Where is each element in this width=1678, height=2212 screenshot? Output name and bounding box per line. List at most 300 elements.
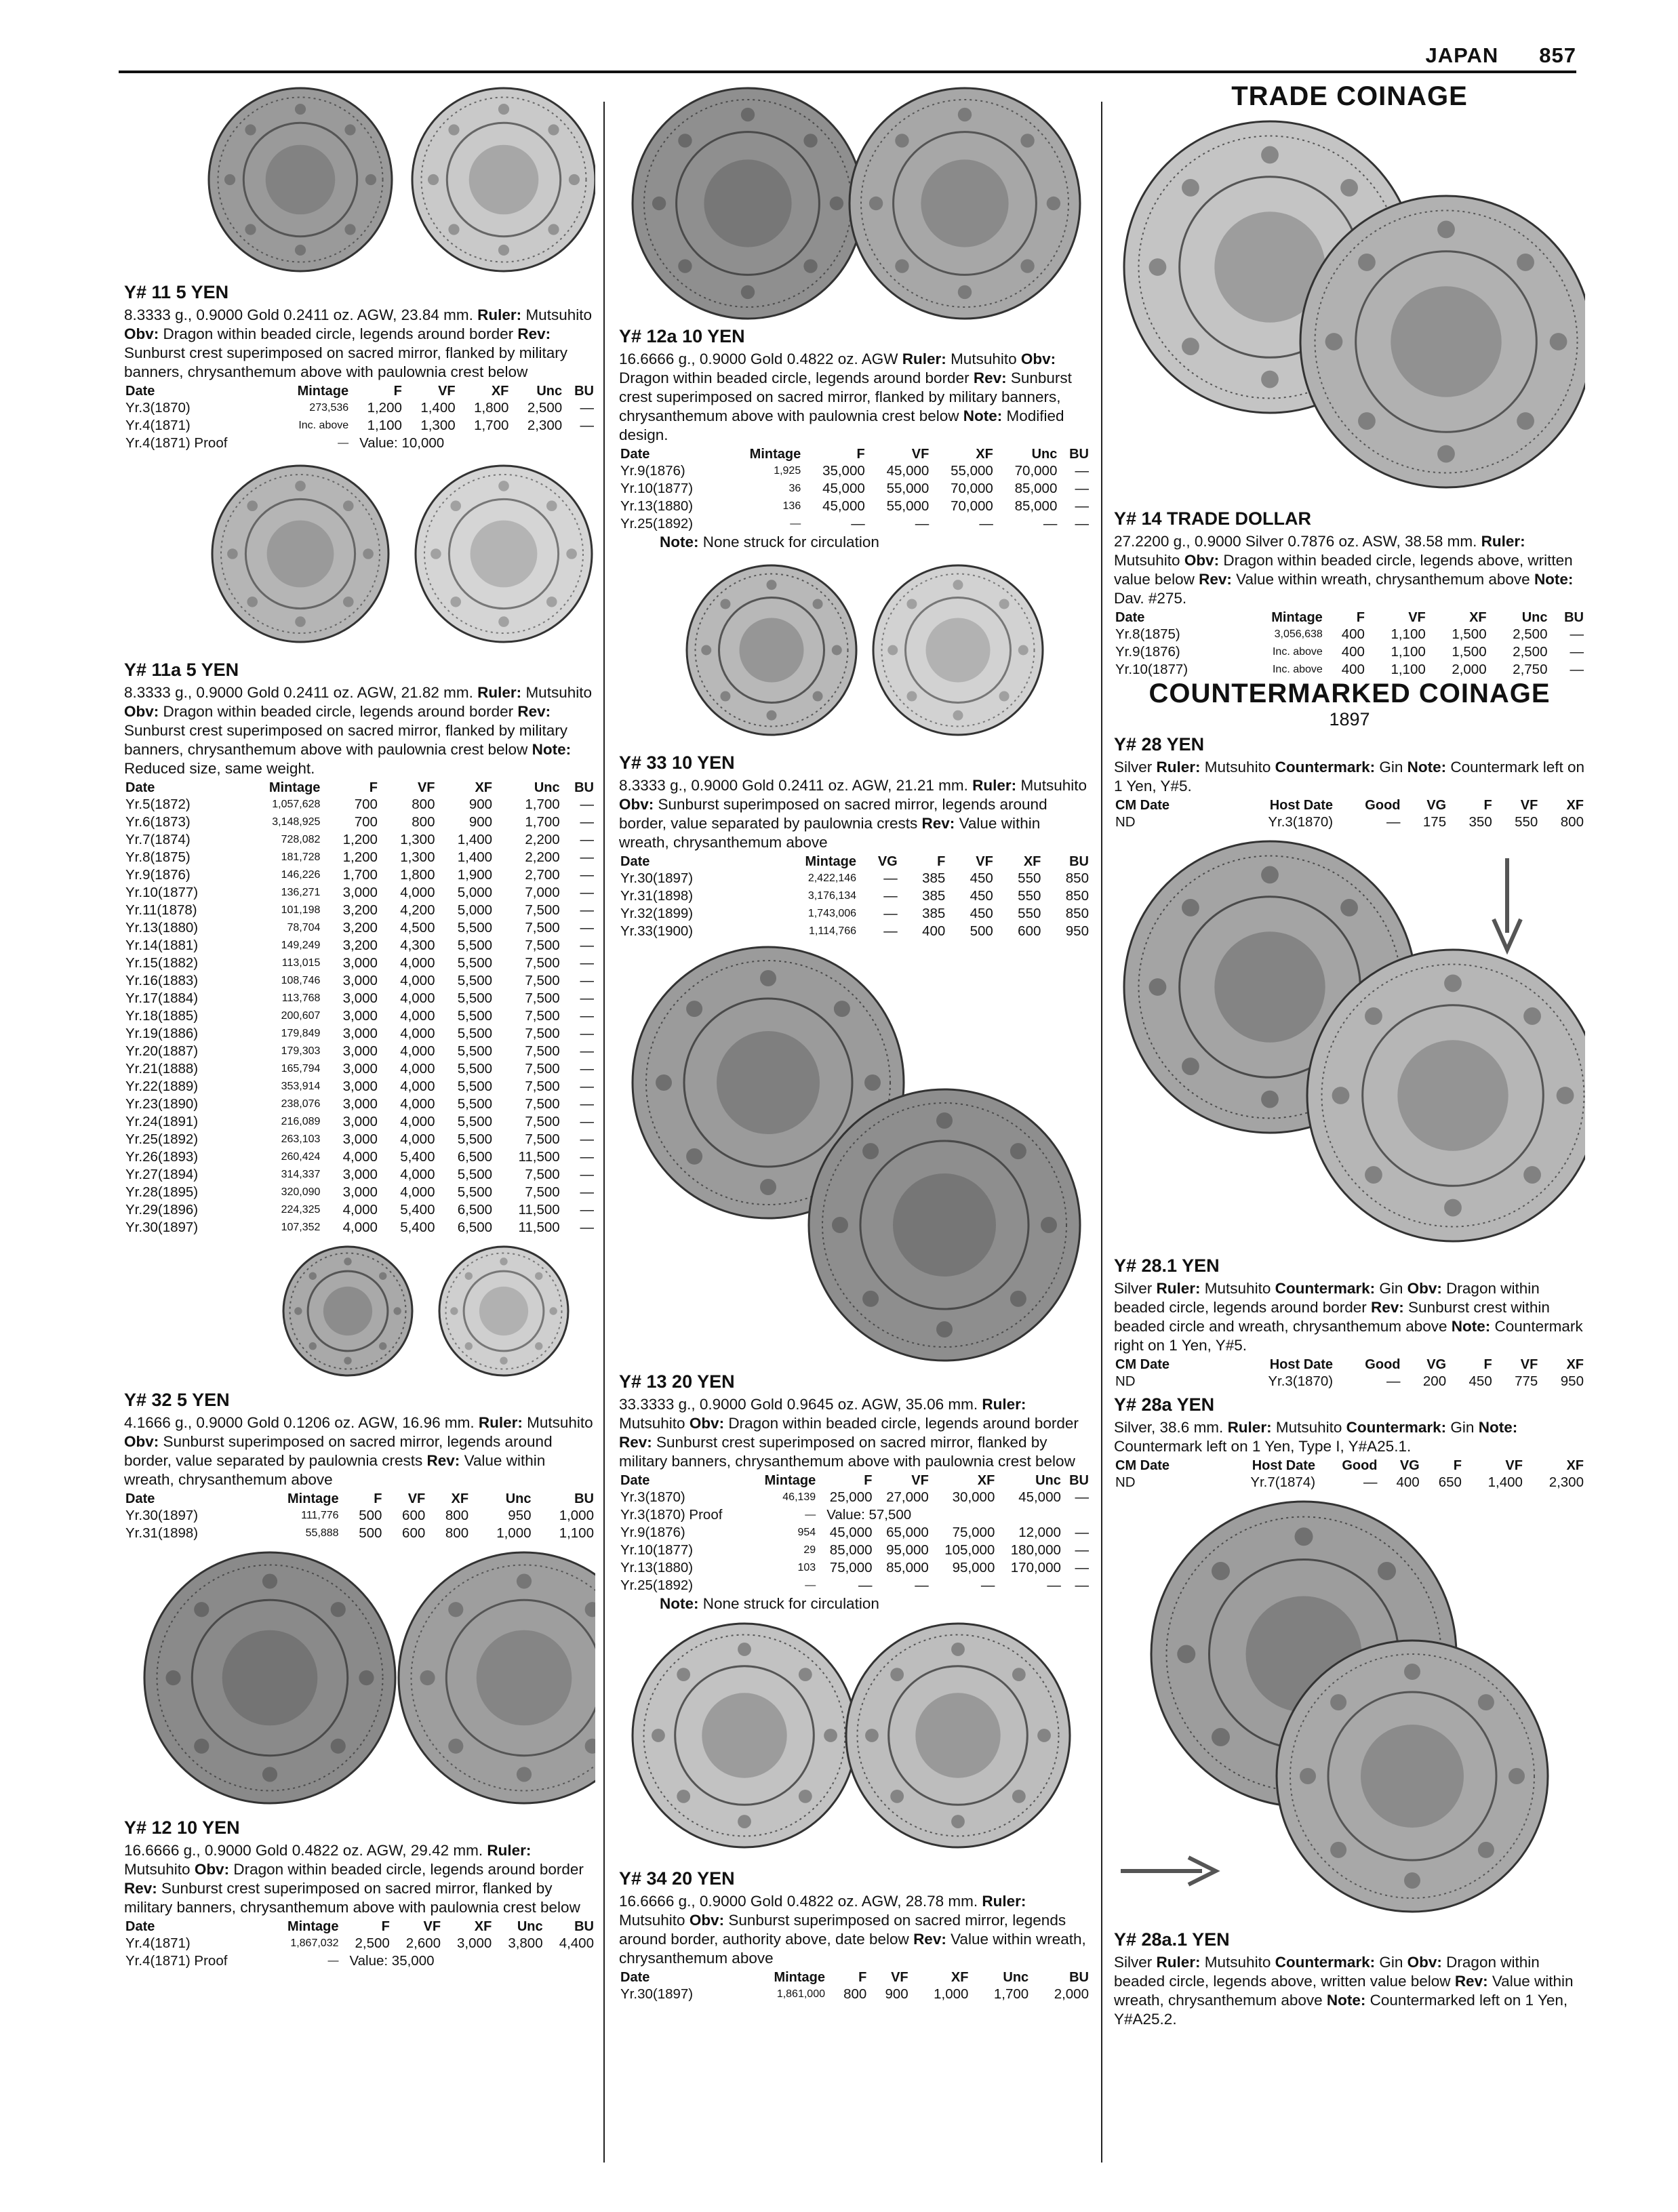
coin-reverse xyxy=(399,1552,595,1803)
table-row xyxy=(619,905,1090,923)
table-cell: 27,000 xyxy=(886,1489,929,1505)
table-cell: 111,776 xyxy=(301,1510,339,1521)
coin-legend-glyph xyxy=(760,1179,776,1195)
table-cell: 775 xyxy=(1515,1373,1538,1389)
table-cell: 1,000 xyxy=(496,1525,532,1541)
table-cell: — xyxy=(915,1577,929,1593)
catalog-entry xyxy=(1114,1255,1585,1390)
table-cell: 179,303 xyxy=(281,1045,321,1057)
table-cell: 11,500 xyxy=(518,1220,560,1235)
section-heading: TRADE COINAGE xyxy=(1231,81,1468,111)
table-cell: 70,000 xyxy=(1014,463,1058,479)
table-cell: Yr.3(1870) xyxy=(1268,814,1334,830)
table-cell: ND xyxy=(1115,1474,1136,1490)
column-header: Unc xyxy=(1521,610,1548,625)
table-cell: 320,090 xyxy=(281,1186,321,1198)
table-cell: 2,422,146 xyxy=(807,872,857,884)
coin-legend-glyph xyxy=(344,124,355,135)
coin-legend-glyph xyxy=(450,1307,458,1314)
table-cell: Yr.31(1898) xyxy=(125,1525,199,1541)
table-cell: 4,000 xyxy=(400,1079,435,1094)
table-cell: — xyxy=(580,1202,594,1218)
table-cell: 136,271 xyxy=(281,887,321,898)
table-header-row xyxy=(124,780,595,796)
catalog-number-title: Y# 28.1 YEN xyxy=(1114,1255,1220,1276)
table-cell: 1,300 xyxy=(400,849,435,865)
catalog-entry xyxy=(1114,1394,1585,1491)
coin-legend-glyph xyxy=(517,1573,532,1588)
coin-legend-glyph xyxy=(428,174,439,185)
table-cell: — xyxy=(1363,1474,1378,1490)
table-cell: Yr.13(1880) xyxy=(125,920,199,936)
column-header: Unc xyxy=(505,1491,532,1506)
coin-legend-glyph xyxy=(344,1258,351,1265)
coin-center-design xyxy=(717,1031,820,1134)
column-header: VF xyxy=(1505,1458,1523,1473)
table-cell: — xyxy=(1047,1577,1061,1593)
column-header: XF xyxy=(1566,1458,1584,1473)
column-header: Date xyxy=(1115,610,1145,625)
column-header: XF xyxy=(1566,798,1584,813)
table-cell: 45,000 xyxy=(822,481,865,496)
table-cell: Yr.14(1881) xyxy=(125,938,199,953)
table-row xyxy=(124,1025,595,1043)
coin-center-design xyxy=(222,1630,318,1726)
coin-legend-glyph xyxy=(1041,1217,1057,1233)
coin-legend-glyph xyxy=(431,548,441,559)
table-header-row xyxy=(1114,1356,1585,1373)
table-row xyxy=(124,1007,595,1025)
coin-legend-glyph xyxy=(343,597,354,607)
table-cell: — xyxy=(1075,481,1089,496)
table-cell: 11,500 xyxy=(518,1149,560,1165)
coin-reverse xyxy=(416,466,592,642)
coin-legend-glyph xyxy=(465,1272,473,1280)
coin-legend-glyph xyxy=(224,174,235,185)
coin-legend-glyph xyxy=(546,500,557,511)
table-row xyxy=(124,1166,595,1184)
coin-legend-glyph xyxy=(295,104,306,115)
column-header: Date xyxy=(620,1473,650,1488)
column-header: VF xyxy=(417,780,435,795)
table-cell: 450 xyxy=(970,888,993,904)
coin-legend-glyph xyxy=(245,124,256,135)
column-header: Host Date xyxy=(1252,1458,1316,1473)
column-header: VF xyxy=(1408,610,1426,625)
column-header: VF xyxy=(407,1491,426,1506)
table-cell: — xyxy=(580,1167,594,1182)
table-row xyxy=(619,480,1090,498)
column-header: Unc xyxy=(534,780,560,795)
table-header-row xyxy=(619,446,1090,462)
table-cell: 7,500 xyxy=(525,1026,560,1041)
coin-photo xyxy=(1114,111,1585,504)
table-cell: 700 xyxy=(354,814,378,830)
section-heading: COUNTERMARKED COINAGE xyxy=(1148,679,1551,708)
coin-legend-glyph xyxy=(890,1790,904,1803)
coin-center-design xyxy=(1214,931,1325,1042)
table-cell: 175 xyxy=(1422,814,1447,830)
coin-legend-glyph xyxy=(1212,1562,1230,1580)
table-cell: 1,700 xyxy=(474,418,509,433)
table-cell: — xyxy=(580,1184,594,1200)
table-row xyxy=(619,923,1090,940)
coin-photo-svg xyxy=(124,1542,595,1813)
coin-legend-glyph xyxy=(862,1291,879,1307)
coin-legend-glyph xyxy=(227,548,238,559)
table-row xyxy=(124,902,595,919)
catalog-number-title: Y# 14 TRADE DOLLAR xyxy=(1114,508,1312,529)
table-cell: 3,000 xyxy=(457,1935,492,1951)
coin-reverse xyxy=(1300,196,1585,487)
coin-legend-glyph xyxy=(309,1342,317,1350)
table-cell: 450 xyxy=(970,870,993,886)
table-cell: Yr.33(1900) xyxy=(620,923,694,939)
table-row xyxy=(619,1506,1090,1524)
coin-photo xyxy=(124,1236,595,1386)
table-cell: 450 xyxy=(970,906,993,921)
table-cell: 149,249 xyxy=(281,940,321,951)
column-header: Unc xyxy=(1035,1473,1061,1488)
table-cell: 7,500 xyxy=(525,1008,560,1024)
table-cell: 3,176,134 xyxy=(807,890,857,902)
table-cell: Yr.27(1894) xyxy=(125,1167,199,1182)
table-cell: 600 xyxy=(1018,923,1041,939)
table-cell: 7,500 xyxy=(525,920,560,936)
table-cell: 5,500 xyxy=(457,1043,493,1059)
table-cell: Yr.8(1875) xyxy=(125,849,191,865)
mintage-table xyxy=(124,1918,595,1970)
table-row xyxy=(124,1043,595,1060)
table-cell: Yr.29(1896) xyxy=(125,1202,199,1218)
table-cell: Yr.19(1886) xyxy=(125,1026,199,1041)
mintage-table xyxy=(1114,1457,1585,1491)
table-row xyxy=(124,849,595,866)
mintage-table xyxy=(1114,797,1585,831)
table-cell: Yr.25(1892) xyxy=(125,1131,199,1147)
table-cell: Yr.28(1895) xyxy=(125,1184,199,1200)
coin-legend-glyph xyxy=(1444,1199,1462,1217)
coin-legend-glyph xyxy=(1330,1842,1346,1858)
coin-legend-glyph xyxy=(1340,179,1358,197)
catalog-entry xyxy=(619,1371,1090,1613)
table-row xyxy=(124,1078,595,1095)
header-rule xyxy=(119,71,1576,73)
table-cell: 1,400 xyxy=(420,400,456,416)
coin-center-design xyxy=(1391,286,1501,397)
table-cell: 75,000 xyxy=(829,1560,873,1575)
column-header: BU xyxy=(1069,1970,1089,1985)
table-cell: — xyxy=(580,1220,594,1235)
column-header: F xyxy=(381,1919,390,1934)
table-cell: 4,000 xyxy=(342,1202,378,1218)
table-cell: Yr.15(1882) xyxy=(125,955,199,971)
coin-legend-glyph xyxy=(247,597,258,607)
table-cell: 180,000 xyxy=(1010,1542,1061,1558)
coin-legend-glyph xyxy=(1261,371,1279,388)
coin-legend-glyph xyxy=(1182,1058,1199,1075)
table-row xyxy=(619,1524,1090,1542)
table-cell: 800 xyxy=(445,1525,469,1541)
table-cell: 238,076 xyxy=(281,1098,321,1110)
table-cell: 4,300 xyxy=(400,938,435,953)
table-header-row xyxy=(619,1472,1090,1489)
coin-legend-glyph xyxy=(1037,1729,1051,1742)
coin-legend-glyph xyxy=(936,1321,953,1338)
table-cell: 3,056,638 xyxy=(1274,628,1323,640)
table-header-row xyxy=(124,1491,595,1507)
table-cell: 1,300 xyxy=(400,832,435,847)
coin-legend-glyph xyxy=(1182,338,1199,355)
table-row xyxy=(124,990,595,1007)
table-cell: 1,100 xyxy=(559,1525,594,1541)
table-cell: — xyxy=(580,797,594,812)
table-cell: Yr.21(1888) xyxy=(125,1061,199,1077)
table-cell: 1,700 xyxy=(993,1986,1029,2002)
coin-photo xyxy=(619,940,1090,1367)
catalog-number-title: Y# 13 20 YEN xyxy=(619,1371,735,1392)
table-cell: 3,000 xyxy=(342,1096,378,1112)
column-header: BU xyxy=(574,384,594,399)
column-header: XF xyxy=(491,384,509,399)
column-left xyxy=(124,81,595,1970)
coin-legend-glyph xyxy=(799,1668,812,1681)
table-cell: Yr.4(1871) Proof xyxy=(125,435,228,451)
table-row xyxy=(124,1184,595,1201)
table-row xyxy=(1114,643,1585,661)
table-cell: 2,200 xyxy=(525,849,560,865)
table-cell: 4,000 xyxy=(342,1149,378,1165)
table-cell: 103 xyxy=(797,1562,816,1573)
table-cell: Yr.26(1893) xyxy=(125,1149,199,1165)
table-cell: 385 xyxy=(922,870,946,886)
table-cell: 2,750 xyxy=(1513,662,1548,677)
table-cell: 400 xyxy=(1341,626,1365,642)
catalog-entry xyxy=(619,326,1090,552)
table-cell: 800 xyxy=(1560,814,1584,830)
coin-reverse xyxy=(846,1624,1070,1847)
coin-legend-glyph xyxy=(686,1001,702,1017)
table-cell: Yr.9(1876) xyxy=(620,463,685,479)
coin-photo-svg xyxy=(1114,831,1585,1251)
table-cell: Yr.3(1870) Proof xyxy=(620,1507,723,1523)
table-cell: 1,200 xyxy=(367,400,402,416)
table-cell: — xyxy=(580,1096,594,1112)
column-header: VF xyxy=(911,1473,929,1488)
table-row xyxy=(124,1060,595,1078)
coin-legend-glyph xyxy=(498,104,509,115)
table-cell: Yr.22(1889) xyxy=(125,1079,199,1094)
table-cell: 385 xyxy=(922,906,946,921)
coin-legend-glyph xyxy=(686,1148,702,1165)
table-cell: 7,500 xyxy=(525,1131,560,1147)
table-cell: 1,800 xyxy=(400,867,435,883)
coin-legend-glyph xyxy=(813,691,823,702)
coin-legend-glyph xyxy=(1295,1527,1313,1546)
coin-legend-glyph xyxy=(245,224,256,235)
table-row xyxy=(1114,661,1585,679)
catalog-number-title: Y# 34 20 YEN xyxy=(619,1868,735,1889)
table-cell: 170,000 xyxy=(1010,1560,1061,1575)
column-header: BU xyxy=(1069,1473,1089,1488)
coin-legend-glyph xyxy=(678,134,692,147)
coin-reverse xyxy=(439,1247,568,1375)
table-cell: 7,500 xyxy=(525,938,560,953)
table-cell: 550 xyxy=(1018,888,1041,904)
column-header: F xyxy=(1356,610,1365,625)
table-cell: Yr.13(1880) xyxy=(620,498,694,514)
coin-legend-glyph xyxy=(824,1729,837,1742)
column-header: Good xyxy=(1342,1458,1378,1473)
column-header: Date xyxy=(125,780,155,795)
table-row xyxy=(619,1489,1090,1506)
table-header-row xyxy=(1114,1457,1585,1474)
table-row xyxy=(124,1952,595,1970)
column-rule-2 xyxy=(1101,102,1102,2163)
table-cell: 5,500 xyxy=(457,1026,493,1041)
table-cell: 5,500 xyxy=(457,1167,493,1182)
coin-legend-glyph xyxy=(450,500,461,511)
table-cell: 4,000 xyxy=(400,1096,435,1112)
table-cell: 450 xyxy=(1469,1373,1492,1389)
coin-legend-glyph xyxy=(498,616,509,627)
coin-legend-glyph xyxy=(767,580,777,590)
coin-legend-glyph xyxy=(1047,197,1060,210)
table-cell: 224,325 xyxy=(281,1204,321,1215)
table-cell: — xyxy=(580,1043,594,1059)
mintage-table xyxy=(619,1969,1090,2003)
coin-reverse xyxy=(1277,1641,1548,1912)
table-cell: Yr.32(1899) xyxy=(620,906,694,921)
coin-legend-glyph xyxy=(652,197,666,210)
table-cell: 850 xyxy=(1065,888,1089,904)
table-cell: 3,200 xyxy=(342,938,378,953)
table-cell: 85,000 xyxy=(829,1542,873,1558)
table-cell: 900 xyxy=(468,814,493,830)
column-header: CM Date xyxy=(1115,798,1170,813)
coin-legend-glyph xyxy=(953,580,963,590)
table-cell: 3,000 xyxy=(342,1079,378,1094)
table-cell: Yr.7(1874) xyxy=(1250,1474,1316,1490)
coin-photo xyxy=(619,1613,1090,1864)
coin-center-design xyxy=(477,1630,572,1726)
table-cell: 1,300 xyxy=(420,418,456,433)
coin-legend-glyph xyxy=(1517,412,1534,430)
table-cell: 1,200 xyxy=(342,832,378,847)
table-row xyxy=(124,1935,595,1952)
coin-legend-glyph xyxy=(832,1217,848,1233)
coin-description: 4.1666 g., 0.9000 Gold 0.1206 oz. AGW, 16.96 mm. Ruler: Mutsuhito Obv: Sunburst superimposed on sacred mirror, legends around border, value separated by paulownia crests Rev: Value within wreath, chrysanthemum above xyxy=(124,1414,593,1488)
table-cell: 146,226 xyxy=(281,869,321,881)
table-row xyxy=(124,1525,595,1542)
column-header: Date xyxy=(620,854,650,869)
column-right xyxy=(1114,81,1585,2029)
coin-photo-svg xyxy=(124,452,595,656)
table-cell: 2,500 xyxy=(355,1935,390,1951)
column-header: XF xyxy=(976,447,993,462)
coin-legend-glyph xyxy=(363,548,374,559)
table-cell: Yr.10(1877) xyxy=(620,1542,694,1558)
coin-legend-glyph xyxy=(906,599,917,609)
coin-legend-glyph xyxy=(701,645,711,656)
table-cell: 4,200 xyxy=(400,902,435,918)
coin-legend-glyph xyxy=(760,970,776,986)
table-row xyxy=(619,498,1090,515)
coin-legend-glyph xyxy=(1378,1562,1396,1580)
table-row xyxy=(124,954,595,972)
column-rule-1 xyxy=(603,102,605,2163)
table-cell: 5,400 xyxy=(400,1220,435,1235)
table-cell: — xyxy=(580,1131,594,1147)
table-header-row xyxy=(124,1918,595,1935)
table-cell: 5,500 xyxy=(457,1131,493,1147)
table-cell: 4,000 xyxy=(400,1131,435,1147)
table-cell: 5,500 xyxy=(457,973,493,988)
table-cell: 55,000 xyxy=(886,481,930,496)
table-row xyxy=(124,1113,595,1131)
coin-legend-glyph xyxy=(309,1272,317,1280)
table-cell: — xyxy=(580,1008,594,1024)
table-cell: 45,000 xyxy=(822,498,865,514)
column-header: Mintage xyxy=(805,854,857,869)
coin-legend-glyph xyxy=(1325,333,1343,350)
table-row xyxy=(124,1507,595,1525)
mintage-table xyxy=(124,1491,595,1542)
coin-legend-glyph xyxy=(1478,1842,1494,1858)
table-cell: 85,000 xyxy=(886,1560,929,1575)
table-cell: 3,200 xyxy=(342,902,378,918)
table-cell: — xyxy=(1386,1373,1401,1389)
table-cell: 1,861,000 xyxy=(776,1988,825,2000)
coin-legend-glyph xyxy=(738,1815,751,1828)
coin-photo xyxy=(1114,1491,1585,1925)
column-middle xyxy=(619,81,1090,2003)
coin-legend-glyph xyxy=(1182,899,1199,917)
table-cell: 3,000 xyxy=(342,1184,378,1200)
table-cell: — xyxy=(327,1955,339,1967)
table-cell: 4,000 xyxy=(400,1167,435,1182)
coin-legend-glyph xyxy=(1261,1091,1279,1108)
coin-legend-glyph xyxy=(343,500,354,511)
table-cell: 6,500 xyxy=(457,1202,493,1218)
coin-legend-glyph xyxy=(890,1668,904,1681)
coin-legend-glyph xyxy=(865,1729,879,1742)
table-cell: 25,000 xyxy=(829,1489,873,1505)
column-header: F xyxy=(1483,1357,1492,1372)
table-cell: 4,000 xyxy=(342,1220,378,1235)
column-header: Date xyxy=(620,447,650,462)
table-cell: — xyxy=(1570,644,1584,660)
coin-legend-glyph xyxy=(498,481,509,491)
column-header: Mintage xyxy=(1271,610,1323,625)
table-cell: Yr.17(1884) xyxy=(125,990,199,1006)
coin-legend-glyph xyxy=(1020,259,1034,273)
coin-legend-glyph xyxy=(549,1307,557,1314)
table-cell: 55,888 xyxy=(305,1527,339,1539)
column-header: Unc xyxy=(536,384,563,399)
table-cell: Yr.3(1870) xyxy=(125,400,191,416)
coin-photo xyxy=(619,81,1090,322)
table-cell: 400 xyxy=(1341,662,1365,677)
coin-legend-glyph xyxy=(294,1307,302,1314)
table-cell: 7,500 xyxy=(525,1096,560,1112)
table-cell: 1,114,766 xyxy=(809,925,857,937)
column-header: Mintage xyxy=(764,1473,816,1488)
coin-photo-svg xyxy=(124,1236,595,1386)
coin-legend-glyph xyxy=(548,124,559,135)
table-cell: 200,607 xyxy=(281,1010,321,1022)
table-cell: Value: 57,500 xyxy=(826,1507,912,1523)
